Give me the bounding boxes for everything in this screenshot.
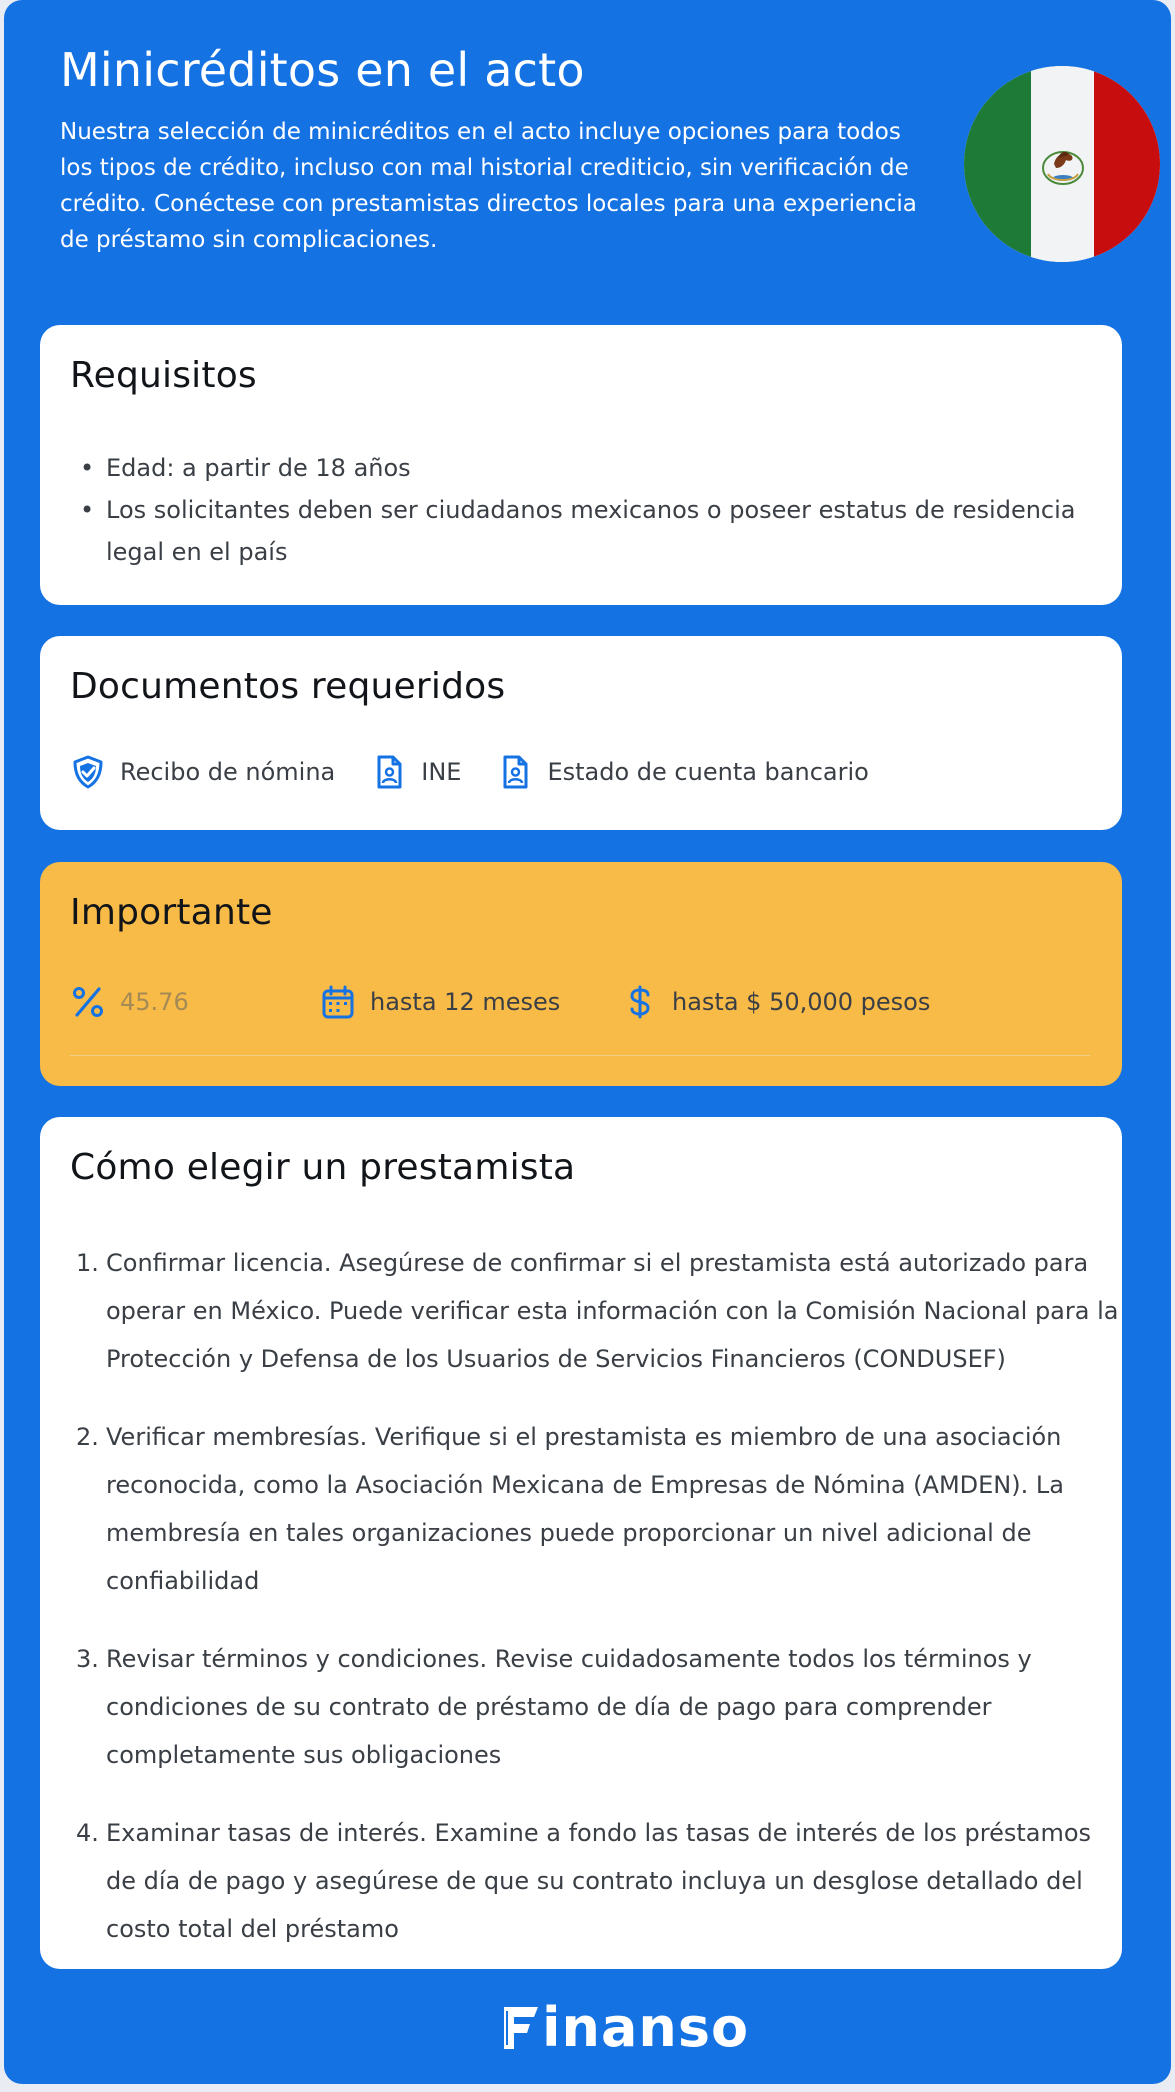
important-title: Importante [70, 892, 273, 933]
id-document-icon [497, 754, 533, 790]
item-number: 1. [76, 1249, 99, 1277]
document-label: Recibo de nómina [120, 758, 336, 786]
item-number: 2. [76, 1423, 99, 1451]
divider [70, 1055, 1090, 1056]
logo-text: inanso [542, 1996, 750, 2059]
list-item [70, 447, 1100, 489]
bullet: • [80, 496, 95, 524]
list-item [70, 489, 1100, 573]
document-item [371, 754, 461, 790]
dollar-icon [622, 984, 658, 1020]
item-number: 3. [76, 1645, 99, 1673]
rate-item [70, 984, 189, 1020]
document-label: Estado de cuenta bancario [547, 758, 869, 786]
interest-rate: 45.76 [120, 988, 189, 1016]
list-item [70, 1413, 1120, 1605]
item-text: Revisar términos y condiciones. Revise cuidadosamente todos los términos y condiciones de su contrato de préstamo de día de pago para comprender completamente sus obligaciones [106, 1645, 1032, 1769]
requirements-list [70, 447, 1100, 573]
requirements-title: Requisitos [70, 355, 257, 396]
list-item [70, 1809, 1120, 1953]
how-to-choose-list [70, 1239, 1120, 1983]
item-text: Verificar membresías. Verifique si el prestamista es miembro de una asociación reconocida, como la Asociación Mexicana de Empresas de Nómina (AMDEN). La membresía en tales organizaciones puede proporcionar un nivel adicional de confiabilidad [106, 1423, 1064, 1595]
documents-card [40, 636, 1122, 830]
page-title: Minicréditos en el acto [60, 43, 585, 97]
document-label: INE [421, 758, 462, 786]
important-card [40, 862, 1122, 1086]
loan-term: hasta 12 meses [370, 988, 561, 1016]
page-description: Nuestra selección de minicréditos en el acto incluye opciones para todos los tipos de crédito, incluso con mal historial crediticio, sin verificación de crédito. Conéctese con prestamistas directos locales para una experiencia de préstamo sin complicaciones. [60, 119, 917, 253]
loan-amount: hasta $ 50,000 pesos [672, 988, 931, 1016]
eagle-emblem-icon [1036, 138, 1090, 192]
item-number: 4. [76, 1819, 99, 1847]
bullet: • [80, 454, 95, 482]
how-to-choose-title: Cómo elegir un prestamista [70, 1147, 576, 1188]
documents-list [70, 754, 905, 790]
finanso-logo [498, 1996, 749, 2059]
requirements-card [40, 325, 1122, 605]
calendar-icon [320, 984, 356, 1020]
list-item [70, 1239, 1120, 1383]
document-item [497, 754, 868, 790]
amount-item [622, 984, 930, 1020]
flag-red-stripe [1094, 66, 1160, 262]
item-text: Examinar tasas de interés. Examine a fondo las tasas de interés de los préstamos de día de pago y asegúrese de que su contrato incluya un desglose detallado del costo total del préstamo [106, 1819, 1092, 1943]
requirement-text: Los solicitantes deben ser ciudadanos mexicanos o poseer estatus de residencia legal en el país [106, 496, 1076, 566]
percent-icon [70, 984, 106, 1020]
shield-check-icon [70, 754, 106, 790]
document-item [70, 754, 335, 790]
documents-title: Documentos requeridos [70, 666, 506, 707]
requirement-text: Edad: a partir de 18 años [106, 454, 411, 482]
term-item [320, 984, 560, 1020]
id-document-icon [371, 754, 407, 790]
how-to-choose-card [40, 1117, 1122, 1969]
finanso-f-icon [498, 2003, 540, 2053]
mexico-flag-icon [964, 66, 1160, 262]
flag-green-stripe [964, 66, 1031, 262]
item-text: Confirmar licencia. Asegúrese de confirmar si el prestamista está autorizado para operar en México. Puede verificar esta información con la Comisión Nacional para la Protección y Defensa de los Usuarios de Servicios Financieros (CONDUSEF) [106, 1249, 1119, 1373]
infographic-page [4, 0, 1171, 2084]
list-item [70, 1635, 1120, 1779]
header [60, 40, 960, 258]
